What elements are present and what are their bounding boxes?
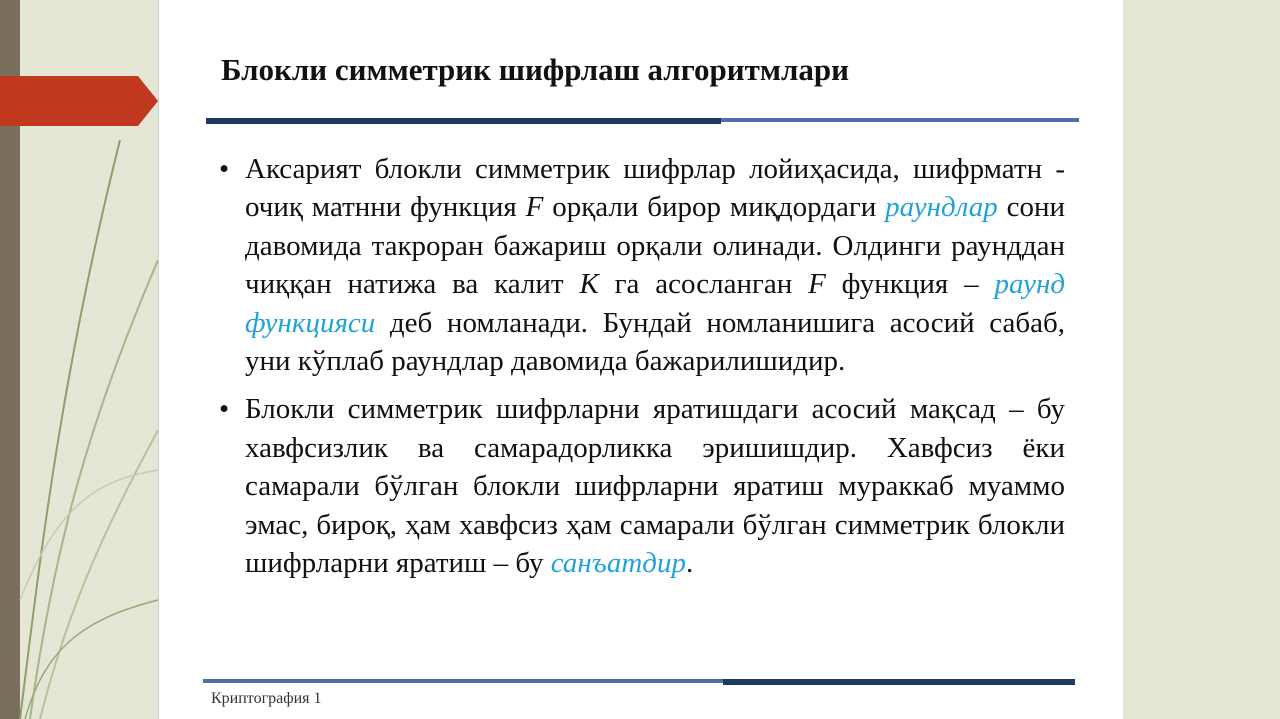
bullet-list <box>219 150 1065 582</box>
bullet-item-2: • Блокли симметрик шифрларни яратишдаги асосий мақсад – бу хавфсизлик ва самарадорликка эришишдир. Хавфсиз ёки самарали бўлган блокли шифрларни яратиш мураккаб муаммо эмас, бироқ, ҳам хавфсиз ҳам самарали бўлган симметрик блокли шифрларни яратиш – бу санъатдир. <box>245 390 1065 582</box>
footer-rule-dark <box>723 679 1075 685</box>
variable-f: F <box>808 268 826 301</box>
bullet-marker: • <box>219 153 230 185</box>
term-round-function: раунд функцияси <box>245 268 1065 339</box>
variable-f: F <box>525 191 544 224</box>
slide <box>158 0 1123 719</box>
slide-title: Блокли симметрик шифрлаш алгоритмлари <box>221 52 849 87</box>
right-background-panel <box>1122 0 1280 719</box>
term-rounds: раундлар <box>885 191 998 224</box>
title-ribbon <box>0 76 158 126</box>
slide-footer: Криптография 1 <box>211 690 322 707</box>
variable-k: K <box>579 268 599 301</box>
footer-rule-light <box>203 679 723 683</box>
title-rule-dark <box>206 118 721 124</box>
term-art: санъатдир <box>550 547 686 580</box>
title-rule-light <box>721 118 1079 122</box>
bullet-item-1: • Аксарият блокли симметрик шифрлар лойиҳасида, шифрматн - очиқ матнни функция F орқали бирор миқдордаги раундлар сони давомида такроран бажариш орқали олинади. Олдинги раунддан чиққан натижа ва калит K га асосланган F функция – раунд функцияси деб номланади. Бундай номланишига асосий сабаб, уни кўплаб раундлар давомида бажарилишидир. <box>245 150 1065 380</box>
bullet-marker: • <box>219 393 230 426</box>
background-decoration <box>0 0 160 719</box>
